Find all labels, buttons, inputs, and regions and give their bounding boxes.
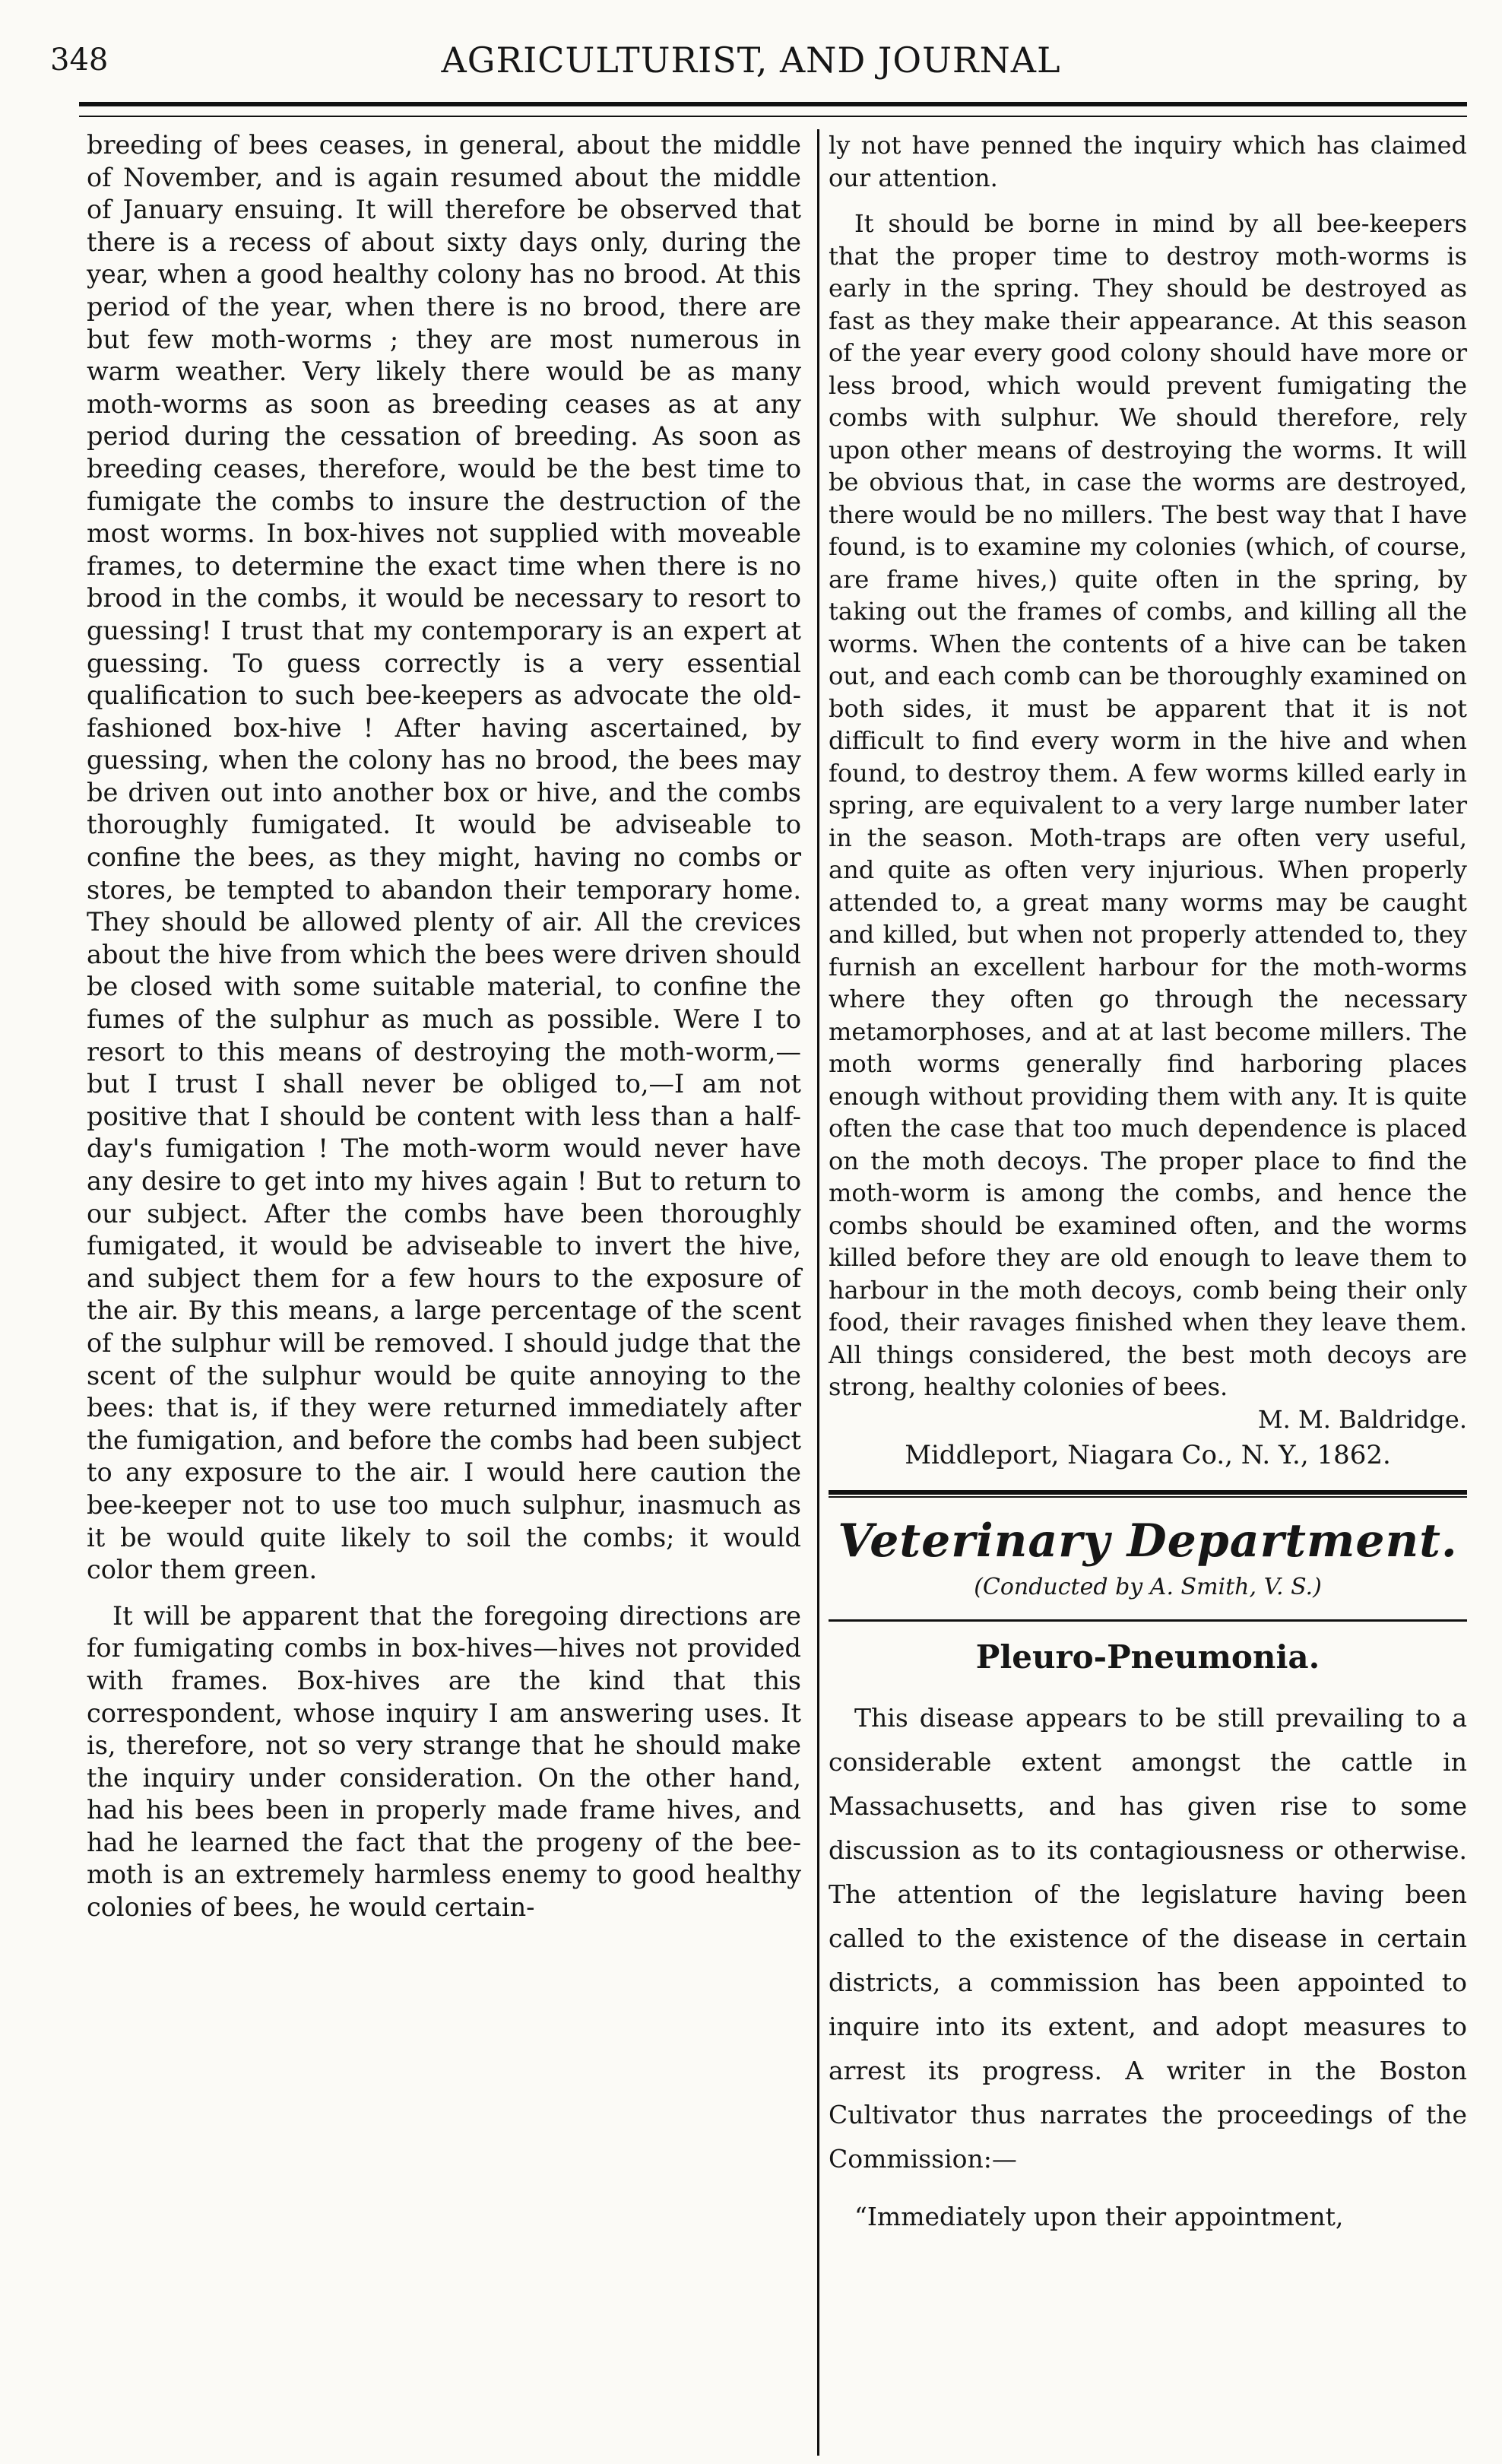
quote-start: “Immediately upon their appointment, xyxy=(854,2201,1344,2231)
section-rule-thin xyxy=(829,1496,1467,1498)
header-rule-thin xyxy=(79,116,1467,117)
section-conductor: (Conducted by A. Smith, V. S.) xyxy=(974,1573,1322,1600)
body-paragraph: It should be borne in mind by all bee-keepers that the proper time to destroy moth-worms is early in the spring. They should be destroyed as fast as they make their appearance. At this season of the year every good colony should have more or less brood, which would prevent fumigating the combs with sulphur. We should therefore, rely upon other means of destroying the worms. It will be obvious that, in case the worms are destroyed, there would be no millers. The best way that I have found, is to examine my colonies (which, of course, are frame hives,) quite often in the spring, by taking out the frames of combs, and killing all the worms. When the contents of a hive can be taken out, and each comb can be thoroughly examined on both sides, it must be apparent that it is not difficult to find every worm in the hive and when found, to destroy them. A few worms killed early in spring, are equivalent to a very large number later in the season. Moth-traps are often very useful, and quite as often very injurious. When properly attended to, a great many worms may be caught and killed, but when not properly attended to, they furnish an excellent harbour for the moth-worms where they often go through the necessary metamorphoses, and at at last become millers. The moth worms generally find harboring places enough without providing them with any. It is quite often the case that too much dependence is placed on the moth decoys. The proper place to find the moth-worm is among the combs, and hence the combs should be examined often, and the worms killed before they are old enough to leave them to harbour in the moth decoys, comb being their only food, their ravages finished when they leave them. All things considered, the best moth decoys are strong, healthy colonies of bees. xyxy=(829,209,1467,1401)
article-title: Pleuro-Pneumonia. xyxy=(975,1638,1320,1676)
running-head: AGRICULTURIST, AND JOURNAL xyxy=(441,40,1061,81)
section-title: Veterinary Department. xyxy=(838,1514,1458,1568)
column-divider xyxy=(817,129,819,2456)
page-number: 348 xyxy=(50,43,109,78)
body-paragraph: This disease appears to be still prevailing to a considerable extent amongst the cattle in Massachusetts, and has given rise to some discussion as to its contagiousness or otherwise. The attention of the legislature having been called to the existence of the disease in certain districts, a commission has been appointed to inquire into its extent, and adopt measures to arrest its progress. A writer in the Boston Cultivator thus narrates the proceedings of the Commission:— xyxy=(829,1702,1467,2174)
section-rule-thick xyxy=(829,1490,1467,1495)
right-column xyxy=(829,129,1467,2253)
body-paragraph: It will be apparent that the foregoing directions are for fumigating combs in box-hives—hives not provided with frames. Box-hives are the kind that this correspondent, whose inquiry I am answering uses. It is, therefore, not so very strange that he should make the inquiry under consideration. On the other hand, had his bees been in properly made frame hives, and had he learned the fact that the progeny of the bee-moth is an extremely harmless enemy to good healthy colonies of bees, he would certain- xyxy=(87,1600,801,1923)
author-signature: M. M. Baldridge. xyxy=(1257,1404,1467,1434)
body-paragraph: ly not have penned the inquiry which has claimed our attention. xyxy=(829,131,1467,192)
article-rule xyxy=(829,1619,1467,1622)
body-paragraph: breeding of bees ceases, in general, about the middle of November, and is again resumed about the middle of January ensuing. It will therefore be observed that there is a recess of about sixty days only, during the year, when a good healthy colony has no brood. At this period of the year, when there is no brood, there are but few moth-worms ; they are most numerous in warm weather. Very likely there would be as many moth-worms as soon as breeding ceases as at any period during the cessation of breeding. As soon as breeding ceases, therefore, would be the best time to fumigate the combs to insure the destruction of the most worms. In box-hives not supplied with moveable frames, to determine the exact time when there is no brood in the combs, it would be necessary to resort to guessing! I trust that my contemporary is an expert at guessing. To guess correctly is a very essential qualification to such bee-keepers as advocate the old-fashioned box-hive ! After having ascertained, by guessing, when the colony has no brood, the bees may be driven out into another box or hive, and the combs thoroughly fumigated. It would be adviseable to confine the bees, as they might, having no combs or stores, be tempted to abandon their temporary home. They should be allowed plenty of air. All the crevices about the hive from which the bees were driven should be closed with some suitable material, to confine the fumes of the sulphur as much as possible. Were I to resort to this means of destroying the moth-worm,—but I trust I shall never be obliged to,—I am not positive that I should be content with less than a half-day's fumigation ! The moth-worm would never have any desire to get into my hives again ! But to return to our subject. After the combs have been thoroughly fumigated, it would be adviseable to invert the hive, and subject them for a few hours to the exposure of the air. By this means, a large percentage of the scent of the sulphur will be removed. I should judge that the scent of the sulphur would be quite annoying to the bees: that is, if they were returned immediately after the fumigation, and before the combs had been subject to any exposure to the air. I would here caution the bee-keeper not to use too much sulphur, inasmuch as it be would quite likely to soil the combs; it would color them green. xyxy=(87,130,801,1585)
left-column xyxy=(87,129,801,1938)
header-rule-thick xyxy=(79,102,1467,106)
dateline: Middleport, Niagara Co., N. Y., 1862. xyxy=(905,1439,1391,1470)
article-body xyxy=(829,1696,1467,2239)
